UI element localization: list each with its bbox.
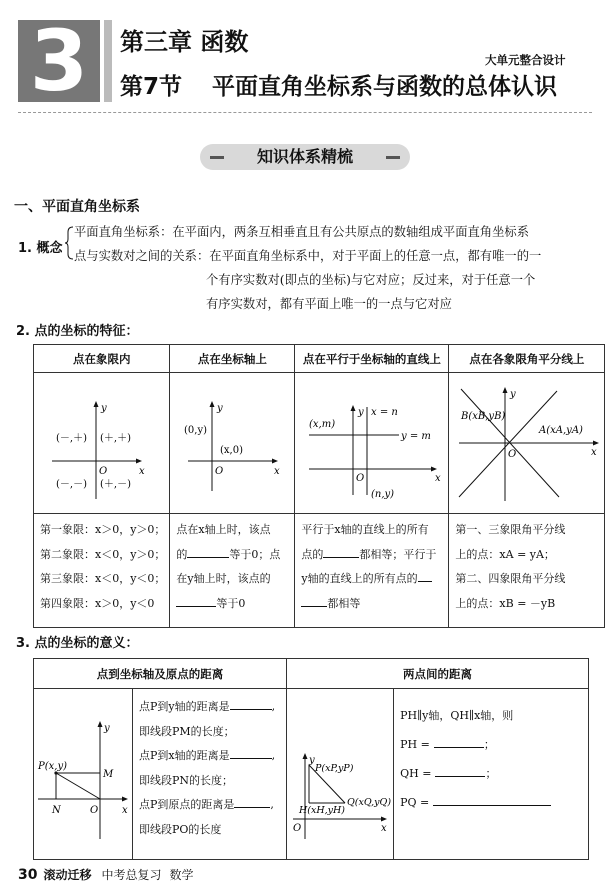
concept-line-2: 点与实数对之间的关系：在平面直角坐标系中，对于平面上的任意一点，都有唯一的一 [74, 249, 542, 263]
x-axis-label: x [274, 466, 281, 477]
col-header-bisector: 点在各象限角平分线上 [449, 345, 605, 373]
y-axis-label: y [358, 407, 365, 418]
series-name: 滚动迁移 [43, 868, 92, 882]
point-on-y-label: (0,y) [184, 425, 208, 436]
axis-rules-cell [170, 514, 295, 628]
blank-field[interactable] [433, 793, 551, 806]
quadrant-rule-2: 第二象限：x＜0，y＞0； [40, 547, 166, 561]
point-a-label: A(xA,yA) [539, 425, 584, 436]
origin-label: O [90, 805, 99, 816]
distance-to-origin: 点P到原点的距离是 [139, 798, 235, 811]
origin-label: O [215, 466, 224, 477]
line-x-eq-n-label: x = n [371, 407, 399, 418]
col-header-quadrant: 点在象限内 [34, 345, 170, 373]
quadrant-rule-3: 第三象限：x＜0，y＜0； [40, 572, 166, 585]
point-b-label: B(xB,yB) [461, 411, 506, 422]
point-q-label: Q(xQ,yQ) [347, 797, 392, 808]
blank-field[interactable] [323, 545, 359, 558]
qh-label: QH = [400, 767, 432, 780]
blank-field[interactable] [418, 569, 432, 582]
concept-label: 1. 概念 [18, 241, 63, 256]
origin-label: O [293, 823, 302, 834]
section-banner [200, 144, 410, 170]
chapter-title: 第三章 函数 [120, 28, 249, 56]
q3-sign: (－,－) [56, 479, 87, 490]
left-diagram-cell [34, 689, 133, 860]
right-diagram-cell [287, 689, 394, 860]
section-3-title: 3. 点的坐标的意义： [16, 636, 139, 651]
col-header-axis: 点在坐标轴上 [170, 345, 295, 373]
q1-sign: (＋,＋) [100, 433, 131, 444]
point-n-label: N [52, 805, 61, 816]
point-m-label: M [103, 769, 114, 780]
bisector-diagram [449, 373, 604, 509]
parallel-condition: PH∥y轴，QH∥x轴，则 [400, 709, 514, 722]
concept-line-4: 有序实数对，都有平面上唯一的一点与它对应 [206, 297, 452, 311]
coordinate-features-table [33, 344, 605, 628]
pm-length: 即线段PM的长度； [139, 724, 235, 738]
header-divider-bar [104, 20, 112, 102]
distance-diagram [34, 689, 132, 855]
bisector-rules-cell [449, 514, 605, 628]
quadrant-rule-1: 第一象限：x＞0，y＞0； [40, 523, 166, 536]
q4-sign: (＋,－) [100, 479, 131, 490]
section-title [120, 68, 557, 101]
blank-field[interactable] [230, 746, 272, 759]
line-y-eq-m-label: y = m [401, 431, 432, 442]
point-xm-label: (x,m) [309, 419, 336, 430]
po-length: 即线段PO的长度 [139, 822, 222, 836]
page-number: 30 [18, 867, 38, 883]
section-title-text: 平面直角坐标系与函数的总体认识 [212, 74, 558, 100]
pn-length: 即线段PN的长度； [139, 773, 234, 787]
x-axis-label: x [139, 466, 145, 477]
axis-rule-text-end: 等于0 [216, 596, 246, 610]
axis-rule-line-3: 在y轴上时，该点的 [176, 572, 271, 585]
page-footer [18, 866, 194, 883]
parallel-diagram [295, 373, 448, 509]
diagram-bisector-cell [449, 373, 605, 514]
section-number: 第7节 [120, 74, 183, 100]
blank-field[interactable] [234, 795, 270, 808]
origin-label: O [508, 449, 517, 460]
blank-field[interactable] [187, 545, 229, 558]
parallel-rule-line-1: 平行于x轴的直线上的所有 [301, 523, 429, 536]
two-point-diagram [287, 689, 393, 855]
pq-label: PQ = [400, 796, 430, 809]
axis-rule-line-1: 点在x轴上时，该点 [176, 523, 271, 536]
right-text-cell: PH∥y轴，QH∥x轴，则 PH = ； QH = ； PQ = [394, 689, 589, 860]
col-header-parallel: 点在平行于坐标轴的直线上 [295, 345, 449, 373]
quadrant-rules-cell [34, 514, 170, 628]
y-axis-label: y [217, 403, 224, 414]
blank-field[interactable] [176, 594, 216, 607]
y-axis-label: y [510, 389, 517, 400]
parallel-rules-cell [295, 514, 449, 628]
y-axis-label: y [309, 755, 315, 766]
x-axis-label: x [122, 805, 128, 816]
distance-to-y-axis: 点P到y轴的距离是 [139, 700, 230, 713]
axis-rule-text-mid: 等于0；点 [229, 547, 281, 561]
header-rule [18, 112, 592, 113]
left-text-cell: 点P到y轴的距离是 , 即线段PM的长度； 点P到x轴的距离是 , 即线段PN的长度； 点P到原点的距离是 , 即线段PO的长度 [133, 689, 287, 860]
x-axis-label: x [435, 473, 442, 484]
concept-line-1: 平面直角坐标系：在平面内，两条互相垂直且有公共原点的数轴组成平面直角坐标系 [74, 225, 529, 239]
y-axis-label: y [101, 403, 107, 414]
ph-label: PH = [400, 738, 430, 751]
parallel-rule-text-dian: 点的 [301, 547, 324, 561]
subject-name: 数学 [169, 868, 194, 882]
parallel-rule-text-end: 都相等 [327, 596, 361, 610]
col-header-two-points: 两点间的距离 [287, 659, 589, 689]
blank-field[interactable] [301, 594, 327, 607]
chapter-number-badge: 3 [18, 20, 100, 102]
banner-label: 知识体系精梳 [256, 147, 353, 166]
point-p-label: P(x,y) [38, 761, 67, 772]
blank-field[interactable] [434, 735, 484, 748]
q2-sign: (－,＋) [56, 433, 87, 444]
point-h-label: H(xH,yH) [299, 805, 346, 816]
point-on-x-label: (x,0) [220, 445, 244, 456]
bisector-rule-1: 第一、三象限角平分线 [455, 523, 566, 536]
brace-icon [64, 226, 74, 260]
quadrant-diagram [34, 373, 158, 509]
point-ny-label: (n,y) [371, 489, 395, 500]
section-2-title: 2. 点的坐标的特征： [16, 324, 139, 339]
chapter-header [0, 0, 610, 115]
blank-field[interactable] [435, 764, 485, 777]
parallel-rule-line-3: y轴的直线上的所有点的 [301, 572, 418, 585]
x-axis-label: x [381, 823, 387, 834]
axis-rule-text-de: 的 [176, 547, 188, 561]
unit-label: 大单元整合设计 [485, 53, 566, 67]
parallel-rule-text-mid: 都相等；平行于 [359, 547, 437, 561]
diagram-parallel-cell [295, 373, 449, 514]
axis-diagram [170, 373, 294, 509]
x-axis-label: x [591, 447, 598, 458]
bisector-rule-4: 上的点：xB = －yB [455, 596, 556, 610]
heading-coordinate-system: 一、平面直角坐标系 [14, 199, 140, 215]
diagram-axis-cell [170, 373, 295, 514]
bisector-rule-3: 第二、四象限角平分线 [455, 572, 566, 585]
distance-to-x-axis: 点P到x轴的距离是 [139, 749, 230, 762]
point-p-label: P(xP,yP) [315, 763, 354, 774]
quadrant-rule-4: 第四象限：x＞0，y＜0 [40, 596, 155, 610]
diagram-quadrant-cell [34, 373, 170, 514]
blank-field[interactable] [230, 697, 272, 710]
book-name: 中考总复习 [101, 868, 162, 882]
coordinate-meaning-table [33, 658, 589, 860]
origin-label: O [356, 473, 365, 484]
origin-label: O [99, 466, 108, 477]
concept-line-3: 个有序实数对(即点的坐标)与它对应；反过来，对于任意一个 [206, 273, 536, 287]
col-header-distance-axis: 点到坐标轴及原点的距离 [34, 659, 287, 689]
bisector-rule-2: 上的点：xA = yA； [455, 547, 555, 561]
y-axis-label: y [104, 723, 110, 734]
